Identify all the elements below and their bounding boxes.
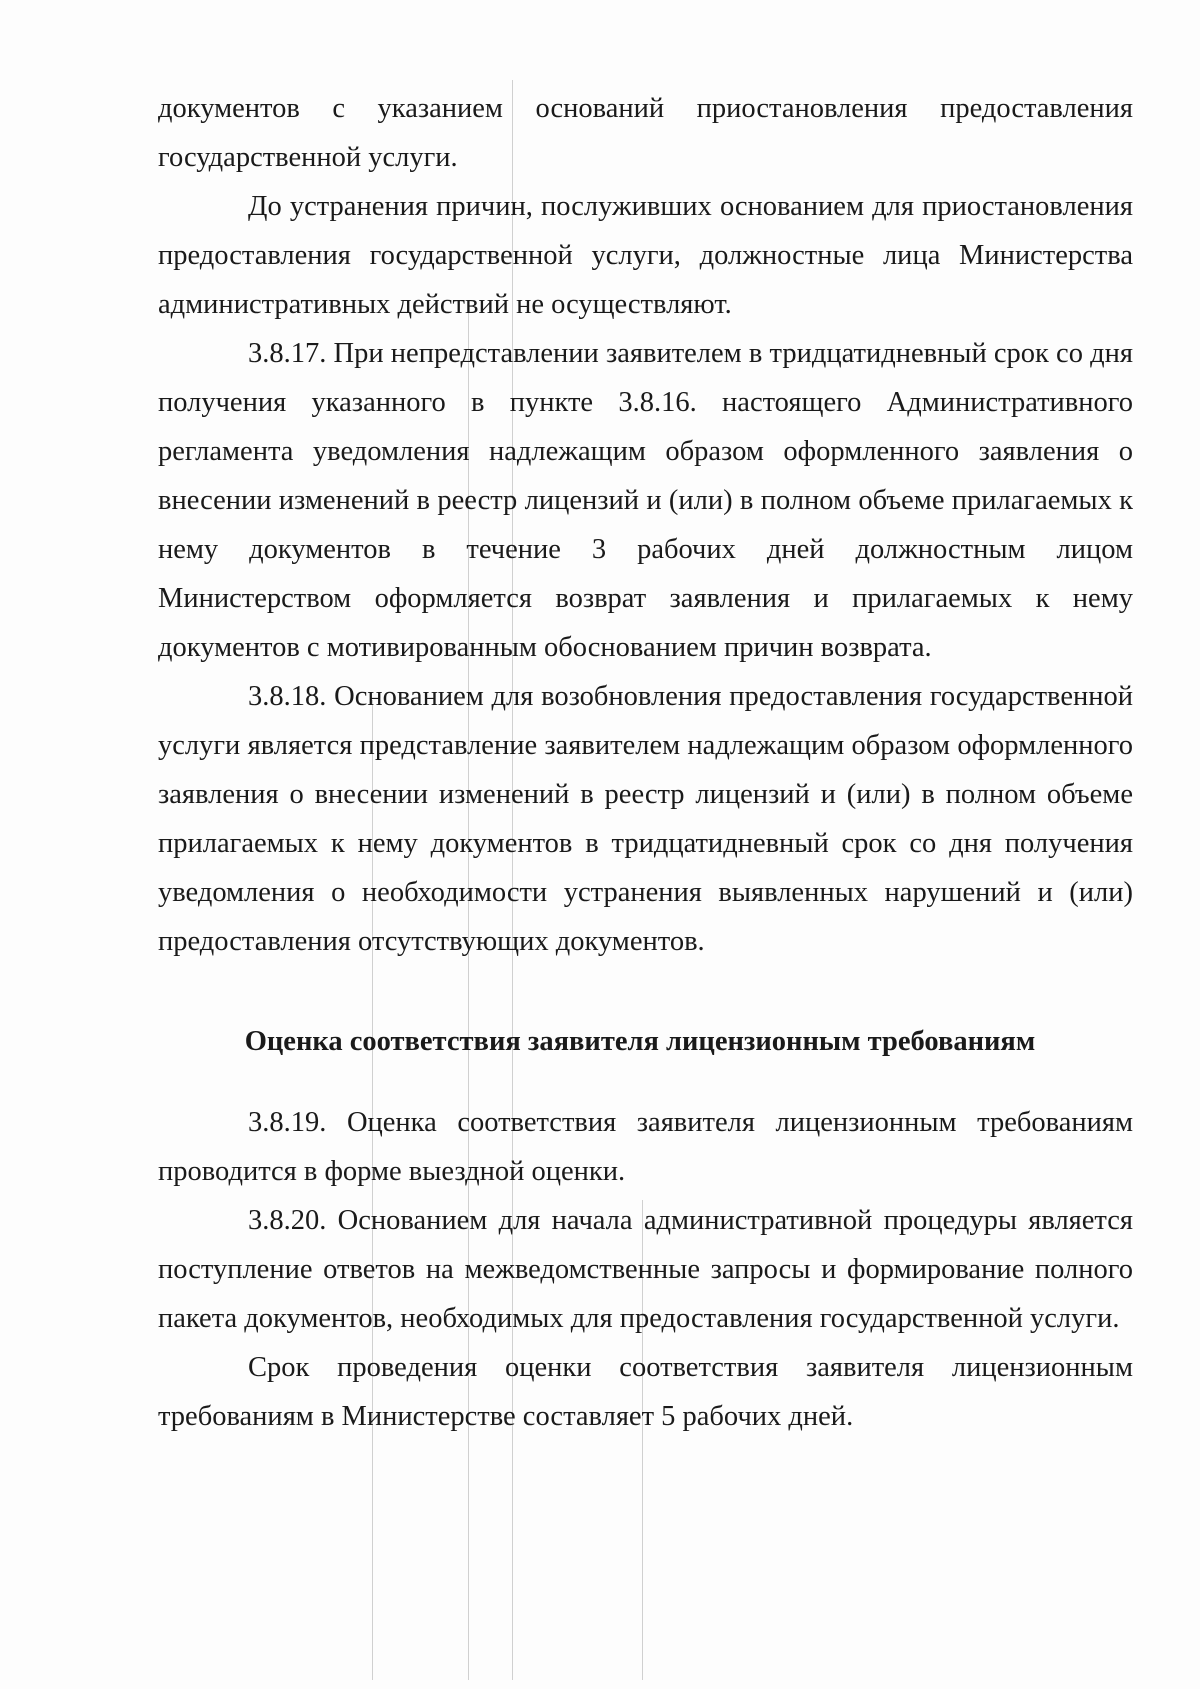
body-text-top (158, 84, 1133, 966)
paragraph: 3.8.18. Основанием для возобновления предоставления государственной услуги является представление заявителем надлежащим образом оформленного заявления о внесении изменений в реестр лицензий и (или) в полном объеме прилагаемых к нему документов в тридцатидневный срок со дня получения уведомления о необходимости устранения выявленных нарушений и (или) предоставления отсутствующих документов. (158, 681, 1133, 957)
paragraph: 3.8.20. Основанием для начала административной процедуры является поступление ответов на межведомственные запросы и формирование полного пакета документов, необходимых для предоставления государственной услуги. (158, 1205, 1133, 1334)
paragraph: 3.8.17. При непредставлении заявителем в тридцатидневный срок со дня получения указанного в пункте 3.8.16. настоящего Административного регламента уведомления надлежащим образом оформленного заявления о внесении изменений в реестр лицензий и (или) в полном объеме прилагаемых к нему документов в течение 3 рабочих дней должностным лицом Министерством оформляется возврат заявления и прилагаемых к нему документов с мотивированным обоснованием причин возврата. (158, 338, 1133, 663)
paragraph: Срок проведения оценки соответствия заявителя лицензионным требованиям в Министерстве составляет 5 рабочих дней. (158, 1352, 1133, 1432)
body-text-bottom (158, 1098, 1133, 1441)
paragraph: документов с указанием оснований приостановления предоставления государственной услуги. (158, 93, 1133, 173)
paragraph: До устранения причин, послуживших основанием для приостановления предоставления государственной услуги, должностные лица Министерства административных действий не осуществляют. (158, 191, 1133, 320)
paragraph: 3.8.19. Оценка соответствия заявителя лицензионным требованиям проводится в форме выездной оценки. (158, 1107, 1133, 1187)
section-heading: Оценка соответствия заявителя лицензионным требованиям (244, 1026, 1036, 1057)
